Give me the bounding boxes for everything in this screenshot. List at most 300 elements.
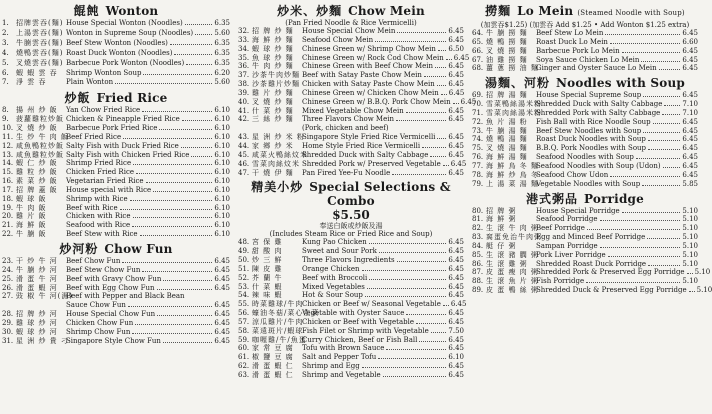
item-name-en: Vegetable Noodles with Soup bbox=[536, 179, 641, 188]
menu-item bbox=[2, 266, 230, 275]
item-price: 6.10 bbox=[214, 194, 230, 203]
menu-item bbox=[472, 64, 698, 73]
item-price: 6.45 bbox=[214, 318, 230, 327]
menu-column-3 bbox=[472, 2, 712, 298]
dot-leader bbox=[419, 336, 446, 342]
item-name-zh: 窩蛋免治牛肉粥 bbox=[486, 233, 542, 242]
item-name-en: Barbecue Pork Fried Rice bbox=[66, 124, 158, 133]
item-name-en: Beef Stew Noodles with Soup bbox=[536, 126, 642, 135]
item-name-zh: 生 滾 魚 片 粥 bbox=[486, 277, 539, 286]
item-name-zh: 油 雞 撈 麵 bbox=[486, 55, 528, 64]
section-title bbox=[2, 91, 230, 105]
menu-item bbox=[472, 180, 698, 189]
menu-item bbox=[472, 38, 698, 47]
item-name-zh: 干 炒 牛 河 bbox=[16, 257, 58, 265]
item-name-en: Fish Ball with Rice Noodle Soup bbox=[536, 117, 651, 126]
item-name-zh: 家 鄉 炒 米 bbox=[252, 141, 294, 150]
item-price: 6.45 bbox=[682, 161, 698, 170]
item-name-zh: 淨 雲 吞 bbox=[16, 78, 47, 87]
menu-item bbox=[2, 230, 230, 239]
menu-item bbox=[2, 212, 230, 221]
item-price: 6.45 bbox=[214, 301, 230, 310]
item-name-zh: 時菜雞球/牛肉 bbox=[252, 300, 304, 309]
menu-item bbox=[2, 59, 230, 69]
item-price: 6.45 bbox=[682, 46, 698, 55]
dot-leader bbox=[174, 49, 212, 55]
item-name-zh: 生 滾 雞 粥 bbox=[486, 259, 528, 268]
item-number: 62. bbox=[238, 362, 250, 371]
item-name-en: Seafood with Rice bbox=[66, 221, 131, 230]
item-number: 45. bbox=[238, 150, 250, 159]
item-number: 10. bbox=[2, 124, 14, 133]
item-name-en: Curry Chicken, Beef or Fish Ball bbox=[302, 335, 418, 344]
section-title-en: Noodles with Soup bbox=[556, 76, 686, 91]
item-number: 50. bbox=[238, 256, 250, 265]
item-name-zh: 星 洲 炒 貴 刁 bbox=[16, 336, 69, 345]
item-name-en: Chicken with Rice bbox=[66, 212, 131, 221]
item-name-en: Orange Chicken bbox=[302, 264, 360, 273]
item-name-en: Shredded Duck with Salty Cabbage bbox=[302, 150, 429, 159]
item-number: 39. bbox=[238, 88, 250, 97]
item-name-zh: 芥 蘭 牛 bbox=[252, 273, 283, 282]
dot-leader bbox=[435, 62, 446, 68]
menu-item bbox=[238, 71, 464, 80]
menu-item bbox=[2, 78, 230, 88]
item-number: 2. bbox=[2, 28, 9, 37]
item-name-en: Three Flavors Chow Mein bbox=[302, 115, 394, 124]
item-name-zh: 皮 蛋 瘦 肉 粥 bbox=[486, 268, 539, 277]
item-name-zh: 雞 球 炒 河 bbox=[16, 318, 58, 327]
item-number: 16. bbox=[2, 177, 14, 186]
dot-leader bbox=[437, 80, 447, 86]
menu-section bbox=[472, 4, 698, 73]
item-name-en: Seafood Chow Udon bbox=[536, 170, 609, 179]
item-price: 6.45 bbox=[448, 309, 464, 318]
item-number: 6. bbox=[2, 68, 9, 77]
item-name-zh: 招 牌 炒 河 bbox=[16, 310, 58, 319]
dot-leader bbox=[406, 107, 447, 113]
dot-leader bbox=[438, 45, 447, 51]
item-name-zh: 什 菜 蝦 bbox=[252, 282, 283, 291]
menu-item bbox=[238, 133, 464, 142]
item-price: 6.45 bbox=[448, 88, 465, 97]
item-name-en: Vegetable with Oyster Sauce bbox=[302, 309, 405, 318]
dot-leader bbox=[689, 286, 695, 292]
combo-price: $5.50 bbox=[332, 208, 370, 223]
item-name-en: Plain Wonton bbox=[66, 78, 114, 87]
dot-leader bbox=[406, 309, 446, 315]
dot-leader bbox=[383, 371, 447, 377]
menu-item bbox=[238, 344, 464, 353]
item-price: 6.45 bbox=[214, 257, 230, 265]
menu-item bbox=[2, 275, 230, 284]
dot-leader bbox=[123, 133, 212, 139]
item-name-en: Pan Fired Yee-Fu Noodle bbox=[302, 168, 391, 177]
dot-leader bbox=[622, 207, 681, 213]
item-number: 30. bbox=[2, 327, 14, 336]
dot-leader bbox=[431, 327, 447, 333]
dot-leader bbox=[181, 142, 213, 148]
dot-leader bbox=[122, 257, 212, 263]
item-price: 5.10 bbox=[682, 224, 698, 233]
item-number: 70. bbox=[472, 100, 484, 109]
menu-item bbox=[2, 195, 230, 204]
item-name-en: Shredded Pork & Preserved Egg Porridge bbox=[536, 268, 685, 277]
dot-leader bbox=[446, 54, 452, 60]
item-name-en: Beef Stew Chow Fun bbox=[66, 265, 141, 274]
item-price: 6.45 bbox=[448, 317, 464, 326]
item-name-zh: 咸菜火鴨絲炆米 bbox=[252, 150, 308, 159]
item-name-en: Kung Pao Chicken bbox=[302, 238, 367, 247]
item-name-en: Mixed Vegetable Chow Mein bbox=[302, 106, 404, 115]
item-number: 78. bbox=[472, 170, 484, 179]
dot-leader bbox=[369, 238, 447, 244]
item-number: 11. bbox=[2, 132, 14, 141]
item-number: 7. bbox=[2, 78, 9, 87]
item-price: 6.45 bbox=[448, 62, 464, 71]
item-name-en: Shredded Pork w/ Preserved Vegetable bbox=[302, 159, 441, 168]
item-price: 6.45 bbox=[448, 362, 464, 371]
item-price: 6.10 bbox=[214, 168, 230, 177]
menu-item bbox=[2, 257, 230, 266]
item-price: 6.10 bbox=[214, 115, 230, 124]
item-price: 6.45 bbox=[214, 327, 230, 336]
item-name-zh: 滑 蛋 蝦 仁 bbox=[252, 371, 294, 379]
item-name-zh: 牛 肉 飯 bbox=[16, 203, 47, 212]
item-name-zh: 燒 鴨 湯 麵 bbox=[486, 135, 528, 144]
menu-item bbox=[472, 109, 698, 118]
item-name-en: House Special Porridge bbox=[536, 206, 620, 215]
item-number: 41. bbox=[238, 106, 250, 115]
menu-item bbox=[472, 171, 698, 180]
item-name-en: Sauce Chow Fun bbox=[66, 301, 126, 310]
dot-leader bbox=[132, 221, 212, 227]
item-name-zh: 招牌雲吞(麵) bbox=[16, 19, 64, 27]
menu-item bbox=[2, 142, 230, 151]
item-number: 36. bbox=[238, 62, 250, 71]
item-name-en: Shredded Duck with Salty Cabbage bbox=[536, 100, 663, 109]
dot-leader bbox=[610, 171, 680, 177]
item-number: 55. bbox=[238, 300, 250, 309]
item-number: 85. bbox=[472, 250, 484, 259]
item-price: 5.10 bbox=[682, 215, 698, 224]
item-price: 6.45 bbox=[682, 126, 698, 135]
menu-item bbox=[238, 80, 464, 89]
item-name-en: Shredded Pork with Salty Cabbage bbox=[536, 108, 661, 117]
item-name-zh: 牛 腩 炒 河 bbox=[16, 265, 58, 274]
dot-leader bbox=[664, 100, 680, 106]
item-name-en: Wonton in Supreme Soup (Noodles) bbox=[66, 28, 194, 37]
item-number: 4. bbox=[2, 48, 9, 57]
menu-item bbox=[238, 327, 464, 336]
item-name-en: Seafood Porridge bbox=[536, 215, 598, 224]
menu-item bbox=[2, 133, 230, 142]
item-name-zh: 招 牌 粥 bbox=[486, 206, 517, 215]
item-number: 51. bbox=[238, 264, 250, 273]
dot-leader bbox=[159, 124, 212, 130]
dot-leader bbox=[453, 98, 459, 104]
item-name-en: Shrimp and Egg bbox=[302, 362, 360, 371]
item-name-en: House Special Supreme Soup bbox=[536, 91, 642, 100]
menu-item bbox=[2, 177, 230, 186]
dot-leader bbox=[641, 56, 680, 62]
item-number: 52. bbox=[238, 273, 250, 282]
menu-item bbox=[238, 159, 467, 169]
dot-leader bbox=[587, 224, 680, 230]
item-name-zh: 涼瓜雞片/牛肉 bbox=[252, 317, 304, 326]
menu-item bbox=[472, 91, 698, 100]
menu-item bbox=[472, 251, 698, 260]
item-price: 6.10 bbox=[448, 353, 464, 362]
item-price: 6.10 bbox=[214, 185, 230, 194]
section-title-zh: 炒河粉 bbox=[59, 242, 99, 256]
item-price: 6.45 bbox=[448, 371, 464, 379]
menu-item bbox=[472, 162, 698, 171]
dot-leader bbox=[441, 89, 447, 95]
item-number: 8. bbox=[2, 106, 9, 115]
item-number: 66. bbox=[472, 46, 484, 55]
item-price: 6.45 bbox=[448, 106, 464, 115]
menu-item bbox=[238, 353, 464, 362]
item-name-en: Seafood Noodles with Soup bbox=[536, 153, 634, 162]
item-name-zh: 雞 片 飯 bbox=[16, 212, 47, 221]
item-price: 6.10 bbox=[214, 159, 230, 168]
item-name-zh: 滑 蛋 蝦 仁 bbox=[252, 362, 294, 371]
section-title bbox=[472, 76, 698, 90]
item-name-en: Chicken Chow Fun bbox=[66, 318, 134, 327]
item-price: 5.10 bbox=[682, 241, 698, 250]
item-name-en: Beef with Pepper and Black Bean bbox=[66, 292, 185, 301]
item-name-en: Beef with Egg Chow Fun bbox=[66, 283, 155, 292]
menu-item bbox=[2, 49, 230, 59]
menu-item bbox=[472, 118, 698, 127]
menu-item bbox=[2, 115, 230, 124]
menu-item bbox=[238, 318, 464, 327]
item-name-zh: 沙茶雞片炒麵 bbox=[252, 80, 300, 89]
item-name-zh: 雪菜肉絲湯米粉 bbox=[486, 108, 542, 117]
item-price: 6.10 bbox=[214, 203, 230, 212]
item-price: 6.45 bbox=[214, 310, 230, 319]
menu-item bbox=[2, 221, 230, 230]
section-title-en: Wonton bbox=[105, 4, 159, 18]
item-name-en: Singapore Style Fried Rice Vermicelli bbox=[302, 133, 436, 142]
menu-column-1 bbox=[2, 2, 230, 348]
item-number: 56. bbox=[238, 309, 250, 318]
item-price: 6.45 bbox=[448, 291, 464, 300]
dot-leader bbox=[140, 230, 213, 236]
dot-leader bbox=[392, 169, 446, 175]
item-price: 6.45 bbox=[682, 170, 698, 179]
item-name-zh: 生 滾 豬 膶 粥 bbox=[486, 250, 539, 259]
item-name-zh: 蝦 球 飯 bbox=[16, 194, 47, 203]
menu-item bbox=[2, 337, 230, 346]
item-number: 31. bbox=[2, 336, 14, 345]
menu-item bbox=[2, 19, 230, 29]
dot-leader bbox=[157, 284, 213, 290]
dot-leader bbox=[643, 127, 680, 133]
item-name-en: Soya Sauce Chicken Lo Mein bbox=[536, 55, 640, 64]
item-number: 43. bbox=[238, 133, 250, 142]
dot-leader bbox=[130, 195, 213, 201]
item-number: 27. bbox=[2, 292, 14, 301]
menu-item bbox=[472, 47, 698, 56]
item-name-en: Salty Fish with Chicken Fried Rice bbox=[66, 150, 190, 159]
item-price: 6.45 bbox=[682, 153, 698, 162]
item-price: 5.10 bbox=[682, 259, 698, 268]
item-price: 6.20 bbox=[214, 68, 230, 77]
dot-leader bbox=[365, 291, 447, 297]
item-price: 6.45 bbox=[448, 282, 464, 291]
section-title-zh: 精美小炒 bbox=[251, 180, 304, 195]
dot-leader bbox=[142, 106, 212, 112]
item-number: 69. bbox=[472, 91, 484, 100]
item-price: 6.35 bbox=[214, 48, 230, 57]
dot-leader bbox=[195, 29, 212, 35]
menu-item bbox=[238, 265, 464, 274]
menu-section bbox=[2, 4, 230, 88]
item-number: 9. bbox=[2, 115, 9, 124]
dot-leader bbox=[443, 300, 449, 306]
dot-leader bbox=[600, 215, 681, 221]
dot-leader bbox=[437, 133, 446, 139]
section-title-en: Special Selections & Combo bbox=[309, 180, 451, 209]
dot-leader bbox=[687, 268, 693, 274]
item-number: 88. bbox=[472, 277, 484, 286]
item-name-en: House Special Wonton (Noodles) bbox=[66, 19, 183, 27]
item-name-zh: 生 炒 牛 肉 飯 bbox=[16, 132, 69, 141]
item-name-en: Chinese Green w/ Shrimp Chow Mein bbox=[302, 44, 436, 53]
item-name-en: Home Style Fried Rice Vermicelli bbox=[302, 141, 421, 150]
item-price: 6.45 bbox=[460, 97, 477, 106]
dot-leader bbox=[397, 27, 446, 33]
item-price: 6.10 bbox=[214, 177, 230, 186]
item-name-zh: 叉 燒 湯 麵 bbox=[486, 144, 528, 153]
dot-leader bbox=[648, 144, 680, 150]
item-price: 6.45 bbox=[214, 274, 230, 283]
item-number: 83. bbox=[472, 233, 484, 242]
item-price: 6.45 bbox=[682, 144, 698, 153]
dot-leader bbox=[120, 204, 213, 210]
section-title-suffix: (Steamed Noodle with Soup) bbox=[577, 9, 685, 17]
menu-item bbox=[238, 151, 464, 160]
dot-leader bbox=[610, 38, 680, 44]
item-number: 44. bbox=[238, 141, 250, 150]
dot-leader bbox=[170, 39, 213, 45]
item-name-zh: 雞 片 炒 麵 bbox=[252, 88, 294, 97]
item-price: 7.50 bbox=[448, 326, 464, 335]
section-subtitle: (Includes Steam Rice or Fried Rice and Soup) bbox=[269, 230, 433, 239]
dot-leader bbox=[163, 275, 212, 281]
item-price: 6.45 bbox=[448, 273, 464, 282]
item-name-en: Three Flavors Ingredients bbox=[302, 256, 395, 265]
item-price: 6.45 bbox=[682, 91, 698, 100]
item-number: 67. bbox=[472, 55, 484, 64]
item-name-en: Chinese Green with Beef Chow Mein bbox=[302, 62, 434, 71]
dot-leader bbox=[136, 168, 212, 174]
menu-item bbox=[2, 159, 230, 168]
item-name-zh: 燒 鴨 撈 麵 bbox=[486, 37, 528, 46]
dot-leader bbox=[424, 71, 447, 77]
item-price: 6.45 bbox=[682, 29, 698, 37]
item-price: 6.10 bbox=[214, 141, 230, 150]
dot-leader bbox=[659, 64, 681, 70]
item-name-en: Fish Porridge bbox=[536, 277, 585, 286]
menu-item bbox=[472, 224, 698, 233]
item-number: 76. bbox=[472, 153, 484, 162]
item-price: 5.10 bbox=[682, 250, 698, 259]
item-number: 46. bbox=[238, 159, 250, 168]
item-name-en: Chinese Green w/ Chicken Chow Mein bbox=[302, 88, 439, 97]
menu-item bbox=[2, 39, 230, 49]
item-name-en: Barbecue Pork Lo Mein bbox=[536, 46, 620, 55]
item-number: 57. bbox=[238, 317, 250, 326]
dot-leader bbox=[378, 353, 446, 359]
item-price: 6.45 bbox=[448, 168, 464, 177]
item-price: 6.45 bbox=[448, 344, 464, 353]
dot-leader bbox=[648, 135, 681, 141]
item-name-zh: 干 燒 伊 麵 bbox=[252, 168, 294, 177]
menu-item bbox=[472, 135, 698, 144]
menu-item bbox=[238, 309, 464, 318]
item-number: 68. bbox=[472, 64, 484, 73]
item-name-en: Chicken or Beef with Vegetable bbox=[302, 317, 414, 326]
item-number: 84. bbox=[472, 241, 484, 250]
item-price: 6.45 bbox=[448, 247, 464, 256]
item-name-en: Beef with Rice bbox=[66, 203, 118, 212]
item-number: 12. bbox=[2, 141, 14, 150]
item-name-en: Chicken with Satay Paste Chow Mein bbox=[302, 80, 435, 89]
item-number: 18. bbox=[2, 194, 14, 203]
item-price: 5.10 bbox=[682, 277, 698, 286]
item-price: 6.35 bbox=[214, 38, 230, 47]
item-name-zh: 三 絲 炒 麵 bbox=[252, 115, 294, 124]
dot-leader bbox=[369, 274, 446, 280]
item-name-en: Beef Stew Wonton (Noodles) bbox=[66, 38, 168, 47]
item-number: 19. bbox=[2, 203, 14, 212]
dot-leader bbox=[142, 266, 212, 272]
item-price: 6.45 bbox=[448, 141, 464, 150]
menu-item bbox=[238, 89, 464, 98]
item-name-zh: 陳 皮 雞 bbox=[252, 264, 283, 273]
dot-leader bbox=[386, 344, 446, 350]
item-price: 6.10 bbox=[214, 106, 230, 115]
item-number: 33. bbox=[238, 35, 250, 44]
item-name-en: Ginger and Oyster Sauce Lo Mein bbox=[536, 64, 657, 73]
item-name-zh: 牛 腩 撈 麵 bbox=[486, 29, 528, 37]
section-title-zh: 炒飯 bbox=[64, 91, 91, 106]
section-subtitle-zh: 奉送白飯或炒飯及湯 bbox=[319, 222, 383, 231]
item-name-en: Chicken or Beef w/ Seasonal Vegetable bbox=[302, 300, 441, 309]
item-price: 5.85 bbox=[682, 179, 698, 188]
item-name-zh: 牛 腩 湯 麵 bbox=[486, 126, 528, 135]
item-name-en: Beef Chow Fun bbox=[66, 257, 121, 265]
item-name-zh: 艇 仔 粥 bbox=[486, 241, 517, 250]
item-name-en: Pork Liver Porridge bbox=[536, 250, 606, 259]
item-name-en: Egg and Minced Beef Porridge bbox=[536, 233, 646, 242]
item-name-zh: 辣 味 蝦 bbox=[252, 291, 283, 300]
menu-section bbox=[472, 191, 712, 295]
section-title-en: Chow Mein bbox=[348, 4, 425, 18]
section-title bbox=[2, 4, 230, 18]
item-number: 1. bbox=[2, 19, 9, 27]
item-name-en: Vegetarian Fried Rice bbox=[66, 177, 144, 186]
section-title-en: Chow Fun bbox=[104, 242, 173, 256]
item-number: 22. bbox=[2, 230, 14, 239]
item-name-en: Roast Duck Wonton (Noodles) bbox=[66, 48, 173, 57]
item-number: 40. bbox=[238, 97, 250, 106]
item-price: 6.45 bbox=[450, 159, 467, 168]
menu-item bbox=[238, 115, 464, 124]
